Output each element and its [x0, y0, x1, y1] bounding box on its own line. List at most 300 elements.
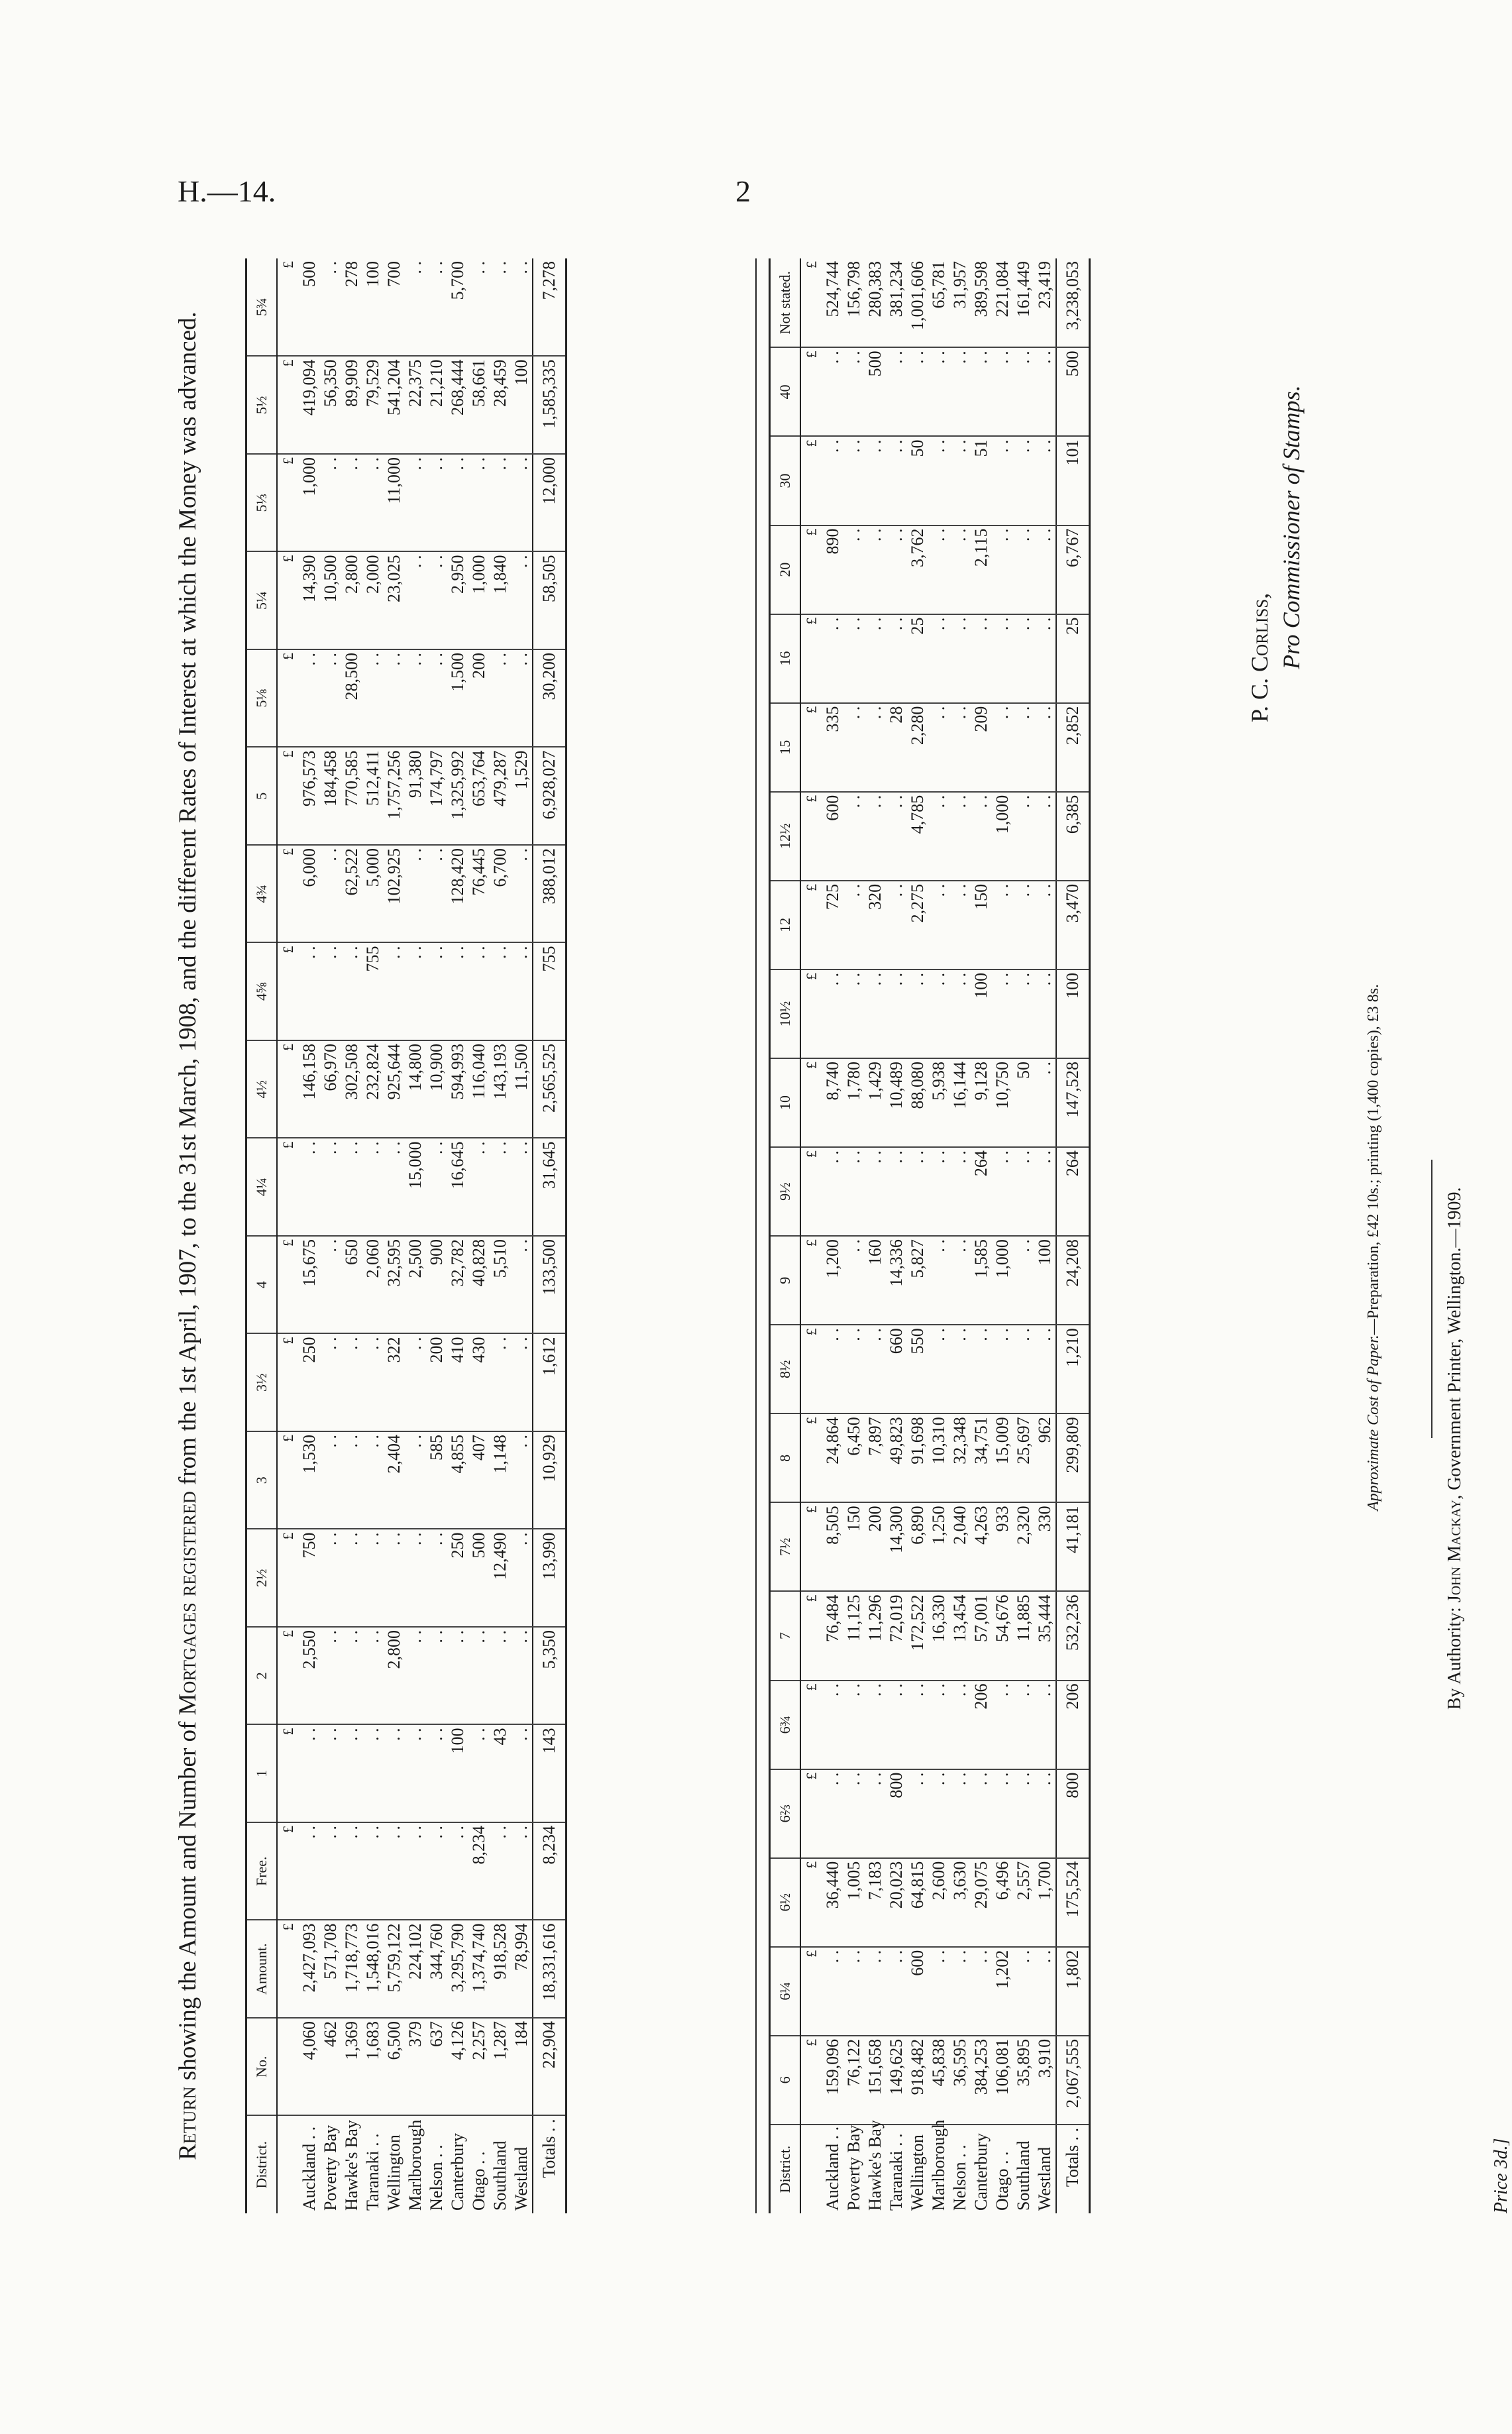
table-cell: 6,496 — [992, 1858, 1013, 1947]
unit-cell: £ — [277, 1040, 299, 1138]
table-cell: 16,144 — [949, 1058, 971, 1147]
table-cell: 1,718,773 — [341, 1920, 362, 2019]
totals-row — [533, 258, 567, 2213]
table-cell: 660 — [886, 1325, 907, 1413]
table-cell: . . — [511, 1725, 533, 1823]
column-header-rate: 6 — [770, 2036, 801, 2125]
table-cell: . . — [949, 526, 971, 614]
table-cell: . . — [865, 614, 886, 703]
table-cell: 571,708 — [320, 1920, 341, 2019]
column-header-rate: 3 — [246, 1431, 278, 1529]
table-cell: . . — [468, 454, 490, 552]
table-cell: 2,557 — [1013, 1858, 1034, 1947]
column-header-rate: 4⅝ — [246, 943, 278, 1041]
table-cell: 106,081 — [992, 2036, 1013, 2125]
table-cell: 57,001 — [971, 1591, 992, 1680]
table-cell: . . — [1034, 1947, 1056, 2036]
table-cell: 2,040 — [949, 1502, 971, 1591]
table-cell: 24,864 — [822, 1413, 843, 1502]
unit-cell: £ — [277, 1627, 299, 1725]
unit-cell: £ — [277, 552, 299, 650]
return-title — [172, 258, 204, 2213]
table-cell: 78,994 — [511, 1920, 533, 2019]
table-cell: 150 — [971, 881, 992, 969]
table-cell: 280,383 — [865, 258, 886, 347]
table-cell: . . — [907, 969, 928, 1058]
table-cell: . . — [971, 1325, 992, 1413]
table-cell: . . — [992, 526, 1013, 614]
table-cell: 322 — [384, 1334, 405, 1432]
table-cell: . . — [971, 347, 992, 436]
table-cell: . . — [1013, 614, 1034, 703]
cost-text: —Preparation, £42 10s.; printing (1,400 copies), £3 8s. — [1365, 983, 1382, 1335]
table-cell: . . — [1013, 1769, 1034, 1858]
table-cell: 174,797 — [426, 747, 447, 846]
column-header-rate: 9½ — [770, 1147, 801, 1236]
table-cell: . . — [320, 1627, 341, 1725]
table-cell: . . — [490, 454, 511, 552]
table-cell: . . — [949, 436, 971, 525]
table-cell: . . — [447, 1822, 468, 1920]
table-row — [992, 258, 1013, 2213]
table-cell: 512,411 — [362, 747, 384, 846]
table-cell: . . — [992, 1147, 1013, 1236]
table-cell: 750 — [299, 1529, 320, 1628]
table-cell: 770,585 — [341, 747, 362, 846]
table-cell: . . — [865, 1947, 886, 2036]
totals-cell: 6,928,027 — [533, 747, 567, 846]
table-cell: . . — [384, 649, 405, 747]
table-row — [490, 258, 511, 2213]
table-cell: 1,250 — [928, 1502, 949, 1591]
table-cell: 5,938 — [928, 1058, 949, 1147]
table-row — [928, 258, 949, 2213]
table-cell: 76,484 — [822, 1591, 843, 1680]
table-cell: 100 — [1034, 1236, 1056, 1325]
table-cell: . . — [405, 552, 426, 650]
table-cell: . . — [865, 436, 886, 525]
totals-cell: 388,012 — [533, 845, 567, 943]
totals-cell: 143 — [533, 1725, 567, 1823]
totals-label: Totals . . — [1056, 2125, 1090, 2213]
unit-cell: £ — [800, 1591, 822, 1680]
table-cell: 1,757,256 — [384, 747, 405, 846]
table-row — [907, 258, 928, 2213]
table-cell: 976,573 — [299, 747, 320, 846]
column-header-district: District. — [770, 2125, 801, 2213]
table-cell: 384,253 — [971, 2036, 992, 2125]
table-cell: . . — [341, 943, 362, 1041]
table-cell: 2,280 — [907, 703, 928, 792]
totals-cell: 532,236 — [1056, 1591, 1090, 1680]
table-cell: 58,661 — [468, 357, 490, 455]
district-name: Poverty Bay — [321, 2125, 340, 2211]
table-cell: . . — [865, 1681, 886, 1769]
table-cell: 1,374,740 — [468, 1920, 490, 2019]
table-cell: . . — [320, 1725, 341, 1823]
column-header-rate: 10½ — [770, 969, 801, 1058]
table-cell: 8,234 — [468, 1822, 490, 1920]
totals-cell: 18,331,616 — [533, 1920, 567, 2019]
table-cell: 50 — [1013, 1058, 1034, 1147]
table-row — [447, 258, 468, 2213]
table-cell: 23,025 — [384, 552, 405, 650]
table-cell: . . — [822, 347, 843, 436]
table-cell: . . — [886, 792, 907, 881]
unit-cell: £ — [800, 703, 822, 792]
table-cell: . . — [1034, 1058, 1056, 1147]
table-cell: . . — [511, 1627, 533, 1725]
table-cell: 1,000 — [992, 1236, 1013, 1325]
table-cell: 29,075 — [971, 1858, 992, 1947]
table-cell: 25 — [907, 614, 928, 703]
table-cell: . . — [1013, 1147, 1034, 1236]
table-cell: 28,500 — [341, 649, 362, 747]
table-cell: 11,296 — [865, 1591, 886, 1680]
table-cell: 56,350 — [320, 357, 341, 455]
table-cell: 330 — [1034, 1502, 1056, 1591]
table-cell: . . — [886, 1947, 907, 2036]
unit-row — [800, 258, 822, 2213]
title-smallcaps: Mortgages registered — [174, 1491, 201, 1716]
table-cell: . . — [843, 614, 865, 703]
table-cell: 5,510 — [490, 1236, 511, 1334]
table-cell: 128,420 — [447, 845, 468, 943]
unit-cell: £ — [800, 1769, 822, 1858]
table-cell: 1,325,992 — [447, 747, 468, 846]
table-cell: 200 — [426, 1334, 447, 1432]
table-cell: 184,458 — [320, 747, 341, 846]
totals-cell: 1,585,335 — [533, 357, 567, 455]
district-name: Hawke's Bay — [342, 2120, 361, 2211]
table-cell: . . — [468, 1627, 490, 1725]
table-cell: 550 — [907, 1325, 928, 1413]
table-cell: . . — [341, 1334, 362, 1432]
table-cell: 149,625 — [886, 2036, 907, 2125]
table-cell: 264 — [971, 1147, 992, 1236]
table-cell: . . — [426, 1627, 447, 1725]
table-row — [843, 258, 865, 2213]
table-cell: . . — [341, 1138, 362, 1237]
column-header-rate: 5 — [246, 747, 278, 846]
totals-cell: 5,350 — [533, 1627, 567, 1725]
unit-cell: £ — [800, 258, 822, 347]
table-cell: . . — [320, 258, 341, 357]
district-name: Southland — [1014, 2140, 1033, 2211]
unit-cell: £ — [800, 1681, 822, 1769]
unit-cell: £ — [277, 1334, 299, 1432]
table-cell: 161,449 — [1013, 258, 1034, 347]
table-cell: . . — [949, 1769, 971, 1858]
table-cell: . . — [447, 454, 468, 552]
table-cell: . . — [865, 703, 886, 792]
table-cell: 184 — [511, 2018, 533, 2116]
table-cell: . . — [949, 1681, 971, 1769]
table-row — [362, 258, 384, 2213]
table-cell: 5,827 — [907, 1236, 928, 1325]
table-cell: 918,482 — [907, 2036, 928, 2125]
table-cell: . . — [426, 454, 447, 552]
table-cell: . . — [511, 258, 533, 357]
table-cell: . . — [992, 614, 1013, 703]
table-cell: 13,454 — [949, 1591, 971, 1680]
table-cell: 250 — [299, 1334, 320, 1432]
table-cell: 381,234 — [886, 258, 907, 347]
unit-cell: £ — [277, 258, 299, 357]
unit-cell: £ — [800, 1502, 822, 1591]
table-cell: . . — [362, 1431, 384, 1529]
table-cell: 36,440 — [822, 1858, 843, 1947]
column-header-rate: 7 — [770, 1591, 801, 1680]
column-header-rate: Free. — [246, 1822, 278, 1920]
printer-authority — [1444, 1188, 1466, 1710]
district-name: Otago . . — [993, 2151, 1012, 2211]
totals-cell: 12,000 — [533, 454, 567, 552]
table-cell: 28,459 — [490, 357, 511, 455]
table-cell: 500 — [468, 1529, 490, 1628]
table-cell: 200 — [468, 649, 490, 747]
table-cell: 1,005 — [843, 1858, 865, 1947]
table-cell: . . — [843, 881, 865, 969]
unit-cell: £ — [277, 649, 299, 747]
table-cell: 1,429 — [865, 1058, 886, 1147]
table-cell: . . — [362, 1627, 384, 1725]
table-cell: . . — [384, 1529, 405, 1628]
table-cell: . . — [405, 1725, 426, 1823]
table-cell: . . — [362, 1822, 384, 1920]
table-cell: . . — [384, 943, 405, 1041]
table-cell: 32,782 — [447, 1236, 468, 1334]
district-name: Wellington — [384, 2134, 404, 2211]
column-header-rate: 10 — [770, 1058, 801, 1147]
table-cell: . . — [447, 1627, 468, 1725]
table-cell: . . — [1013, 1325, 1034, 1413]
table-cell: . . — [1034, 792, 1056, 881]
table-cell: 15,000 — [405, 1138, 426, 1237]
table-cell: 14,390 — [299, 552, 320, 650]
table-cell: 430 — [468, 1334, 490, 1432]
table-cell: . . — [928, 526, 949, 614]
unit-cell: £ — [800, 1236, 822, 1325]
totals-cell: 133,500 — [533, 1236, 567, 1334]
table-cell: . . — [405, 649, 426, 747]
table-cell: 1,369 — [341, 2018, 362, 2116]
table-cell: . . — [362, 1725, 384, 1823]
column-header-rate: 9 — [770, 1236, 801, 1325]
table-cell: 585 — [426, 1431, 447, 1529]
table-cell: 159,096 — [822, 2036, 843, 2125]
table-cell: . . — [384, 1138, 405, 1237]
totals-cell: 1,210 — [1056, 1325, 1090, 1413]
table-cell: 40,828 — [468, 1236, 490, 1334]
table-cell: 21,210 — [426, 357, 447, 455]
table-cell: . . — [843, 1769, 865, 1858]
table-cell: . . — [843, 1681, 865, 1769]
table-cell: . . — [907, 347, 928, 436]
table-cell: . . — [320, 454, 341, 552]
table-cell: . . — [949, 881, 971, 969]
table-cell: 2,320 — [1013, 1502, 1034, 1591]
table-cell: . . — [992, 1681, 1013, 1769]
table-cell: 1,200 — [822, 1236, 843, 1325]
table-cell: 653,764 — [468, 747, 490, 846]
column-header-rate: 12½ — [770, 792, 801, 881]
table-cell: 206 — [971, 1681, 992, 1769]
table-cell: . . — [426, 1822, 447, 1920]
table-cell: . . — [865, 1325, 886, 1413]
district-name: Canterbury — [448, 2133, 467, 2211]
table-cell: 100 — [447, 1725, 468, 1823]
table-cell: . . — [843, 436, 865, 525]
table-cell: . . — [843, 347, 865, 436]
table-cell: 150 — [843, 1502, 865, 1591]
table-cell: 3,295,790 — [447, 1920, 468, 2019]
table-row — [886, 258, 907, 2213]
table-row — [426, 258, 447, 2213]
totals-cell: 500 — [1056, 347, 1090, 436]
table-cell: 35,895 — [1013, 2036, 1034, 2125]
table-cell: 2,275 — [907, 881, 928, 969]
table-cell: 79,529 — [362, 357, 384, 455]
table-cell: . . — [865, 1769, 886, 1858]
district-name: Southland — [490, 2140, 510, 2211]
table-cell: . . — [511, 1431, 533, 1529]
table-cell: . . — [1034, 1147, 1056, 1236]
table-cell: 100 — [362, 258, 384, 357]
table-cell: . . — [511, 1236, 533, 1334]
table-cell: . . — [949, 1947, 971, 2036]
table-cell: . . — [490, 1334, 511, 1432]
district-name: Wellington — [908, 2134, 927, 2211]
table-cell: . . — [949, 703, 971, 792]
authority-lead: By Authority: — [1444, 1602, 1465, 1710]
table-cell: 890 — [822, 526, 843, 614]
table-cell: . . — [928, 1947, 949, 2036]
totals-cell: 2,852 — [1056, 703, 1090, 792]
table-cell: . . — [1034, 1769, 1056, 1858]
signature-title: Pro Commissioner of Stamps. — [1278, 385, 1305, 669]
table-cell: . . — [511, 649, 533, 747]
table-cell: 151,658 — [865, 2036, 886, 2125]
table-cell: . . — [511, 1529, 533, 1628]
table-cell: . . — [1034, 1325, 1056, 1413]
table-cell: . . — [949, 792, 971, 881]
table-cell: 6,890 — [907, 1502, 928, 1591]
table-cell: . . — [362, 1138, 384, 1237]
table-cell: . . — [1034, 436, 1056, 525]
totals-cell: 800 — [1056, 1769, 1090, 1858]
table-row — [341, 258, 362, 2213]
table-cell: 89,909 — [341, 357, 362, 455]
totals-cell: 30,200 — [533, 649, 567, 747]
table-cell: 1,001,606 — [907, 258, 928, 347]
table-cell: . . — [1034, 881, 1056, 969]
unit-cell: £ — [800, 969, 822, 1058]
district-name: Westland — [1035, 2146, 1054, 2211]
table-cell: 32,595 — [384, 1236, 405, 1334]
table-cell: 232,824 — [362, 1040, 384, 1138]
table-cell: 6,700 — [490, 845, 511, 943]
unit-cell: £ — [277, 1822, 299, 1920]
totals-cell: 6,385 — [1056, 792, 1090, 881]
table-cell: . . — [426, 943, 447, 1041]
totals-cell: 2,565,525 — [533, 1040, 567, 1138]
table-cell: 2,550 — [299, 1627, 320, 1725]
signature-surname: Corliss, — [1246, 592, 1273, 672]
table-cell: . . — [341, 454, 362, 552]
table-cell: . . — [865, 526, 886, 614]
table-cell: 16,645 — [447, 1138, 468, 1237]
unit-row — [277, 258, 299, 2213]
table-cell: . . — [843, 526, 865, 614]
district-name: Hawke's Bay — [865, 2120, 885, 2211]
totals-cell: 6,767 — [1056, 526, 1090, 614]
table-cell: 91,698 — [907, 1413, 928, 1502]
unit-cell: £ — [277, 845, 299, 943]
table-cell: 1,683 — [362, 2018, 384, 2116]
table-cell: 650 — [341, 1236, 362, 1334]
approximate-cost — [1365, 984, 1383, 1511]
table-cell: 116,040 — [468, 1040, 490, 1138]
table-cell: . . — [886, 1681, 907, 1769]
district-name: Auckland . . — [823, 2126, 842, 2211]
table-cell: . . — [405, 943, 426, 1041]
table-cell: 5,000 — [362, 845, 384, 943]
table-cell: 36,595 — [949, 2036, 971, 2125]
table-cell: . . — [886, 881, 907, 969]
table-cell: . . — [320, 649, 341, 747]
totals-cell: 299,809 — [1056, 1413, 1090, 1502]
table-cell: . . — [468, 943, 490, 1041]
table-cell: . . — [511, 1138, 533, 1237]
table-cell: . . — [405, 454, 426, 552]
table-cell: 2,000 — [362, 552, 384, 650]
table-row — [865, 258, 886, 2213]
table-cell: 15,009 — [992, 1413, 1013, 1502]
table-cell: 419,094 — [299, 357, 320, 455]
totals-cell: 41,181 — [1056, 1502, 1090, 1591]
unit-cell: £ — [800, 436, 822, 525]
unit-cell: £ — [277, 1138, 299, 1237]
table-cell: . . — [949, 1147, 971, 1236]
table-cell: 900 — [426, 1236, 447, 1334]
table-cell: 62,522 — [341, 845, 362, 943]
table-cell: 1,000 — [992, 792, 1013, 881]
table-cell: . . — [426, 1529, 447, 1628]
column-header-rate: 8½ — [770, 1325, 801, 1413]
table-cell: 933 — [992, 1502, 1013, 1591]
table-row — [384, 258, 405, 2213]
table-cell: 250 — [447, 1529, 468, 1628]
district-name: Marlborough — [405, 2119, 425, 2211]
table-cell: . . — [928, 614, 949, 703]
column-header-rate: 5¼ — [246, 552, 278, 650]
column-header-rate: 1 — [246, 1725, 278, 1823]
table-cell: . . — [928, 1147, 949, 1236]
table-cell: . . — [299, 943, 320, 1041]
totals-cell: 1,612 — [533, 1334, 567, 1432]
district-name: Taranaki . . — [887, 2133, 906, 2211]
authority-rest: Government Printer, Wellington.—1909. — [1444, 1187, 1465, 1495]
table-cell: 2,427,093 — [299, 1920, 320, 2019]
unit-cell: £ — [277, 1529, 299, 1628]
table-row — [468, 258, 490, 2213]
table-cell: 76,122 — [843, 2036, 865, 2125]
table-cell: . . — [949, 347, 971, 436]
table-cell: 4,060 — [299, 2018, 320, 2116]
table-cell: . . — [405, 1529, 426, 1628]
table-cell: 146,158 — [299, 1040, 320, 1138]
